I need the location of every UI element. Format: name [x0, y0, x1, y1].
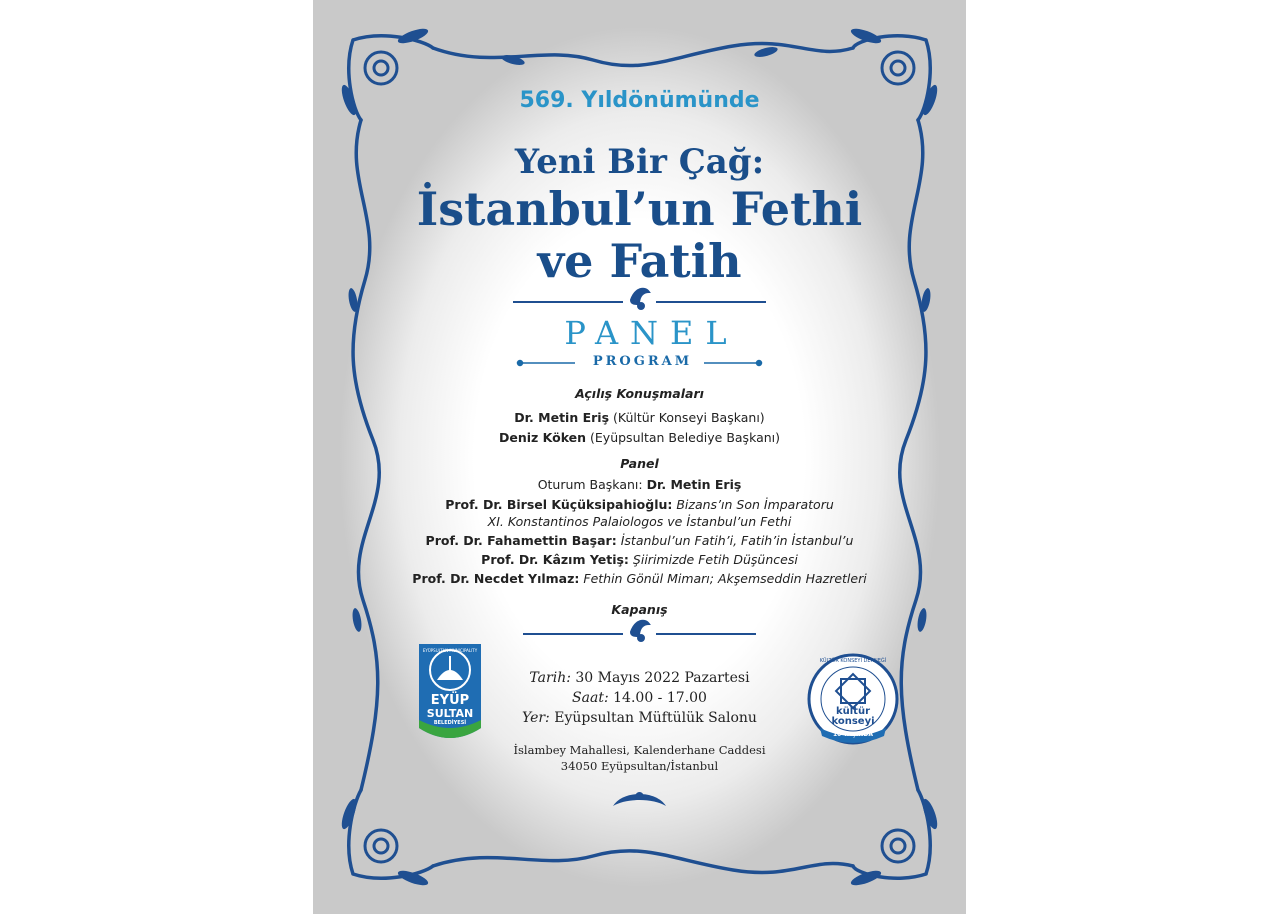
kultur-konseyi-logo — [806, 652, 900, 746]
place-label: Yer: — [522, 710, 550, 726]
logo-text-line-2: SULTAN — [426, 707, 474, 720]
session-chair — [313, 477, 966, 492]
talk-speaker: Prof. Dr. Fahamettin Başar: — [425, 533, 617, 548]
talk-topic: Şiirimizde Fetih Düşüncesi — [632, 552, 798, 567]
time-value: 14.00 - 17.00 — [613, 690, 707, 706]
chair-label: Oturum Başkanı: — [537, 477, 643, 492]
anniversary-subtitle: 569. Yıldönümünde — [519, 88, 760, 113]
speaker-name: Deniz Köken — [498, 430, 587, 445]
opening-speaker — [313, 410, 966, 425]
divider-bottom — [523, 621, 756, 641]
speaker-role: (Eyüpsultan Belediye Başkanı) — [590, 430, 781, 445]
panel-talk-continued — [313, 514, 966, 529]
address-line-2: 34050 Eyüpsultan/İstanbul — [560, 759, 719, 773]
panel-heading: PANEL — [564, 314, 739, 352]
talk-topic: İstanbul’un Fatih’i, Fatih’in İstanbul’u — [620, 533, 854, 548]
title-line-2: İstanbul’un Fethi — [416, 182, 863, 236]
panel-talk — [313, 533, 966, 548]
logo-text-line-3: BELEDİYESİ — [433, 720, 467, 726]
logo-arc-text: EYÜPSULTAN MUNICIPALITY — [422, 648, 478, 653]
event-poster — [313, 0, 966, 914]
talk-speaker: Prof. Dr. Necdet Yılmaz: — [412, 571, 580, 586]
opening-speaker — [313, 430, 966, 445]
talk-speaker: Prof. Dr. Birsel Küçüksipahioğlu: — [445, 497, 673, 512]
time-label: Saat: — [572, 690, 609, 706]
logo-text-kultur: kültür — [835, 706, 871, 717]
date-value: 30 Mayıs 2022 Pazartesi — [575, 670, 750, 686]
speaker-role: (Kültür Konseyi Başkanı) — [613, 410, 765, 425]
divider-top — [513, 289, 766, 309]
logo-text-konseyi: konseyi — [831, 716, 875, 727]
date-label: Tarih: — [529, 670, 571, 686]
logo-text-line-1: EYÜP — [430, 693, 470, 708]
logo-arc-text: KÜLTÜR KONSEYİ DERNEĞİ — [819, 658, 887, 664]
panel-talk — [313, 571, 966, 586]
panel-talk — [313, 497, 966, 512]
anniversary-badge: 10 YAŞINDA — [832, 731, 874, 738]
talk-speaker: Prof. Dr. Kâzım Yetiş: — [481, 552, 629, 567]
title-line-3: ve Fatih — [537, 234, 742, 288]
opening-heading: Açılış Konuşmaları — [575, 386, 704, 401]
chair-name: Dr. Metin Eriş — [646, 477, 742, 492]
speaker-name: Dr. Metin Eriş — [514, 410, 610, 425]
closing-heading: Kapanış — [611, 602, 668, 617]
title-line-1: Yeni Bir Çağ: — [514, 142, 765, 182]
eyupsultan-logo — [415, 640, 485, 750]
talk-topic: Bizans’ın Son İmparatoru — [676, 497, 834, 512]
talk-topic: XI. Konstantinos Palaiologos ve İstanbul’un Fethi — [487, 514, 792, 529]
place-value: Eyüpsultan Müftülük Salonu — [554, 710, 757, 726]
program-heading: PROGRAM — [592, 354, 693, 369]
address-line-1: İslambey Mahallesi, Kalenderhane Caddesi — [513, 743, 766, 757]
panel-talk — [313, 552, 966, 567]
talk-topic: Fethin Gönül Mimarı; Akşemseddin Hazretleri — [583, 571, 867, 586]
panel-section-heading: Panel — [620, 456, 659, 471]
